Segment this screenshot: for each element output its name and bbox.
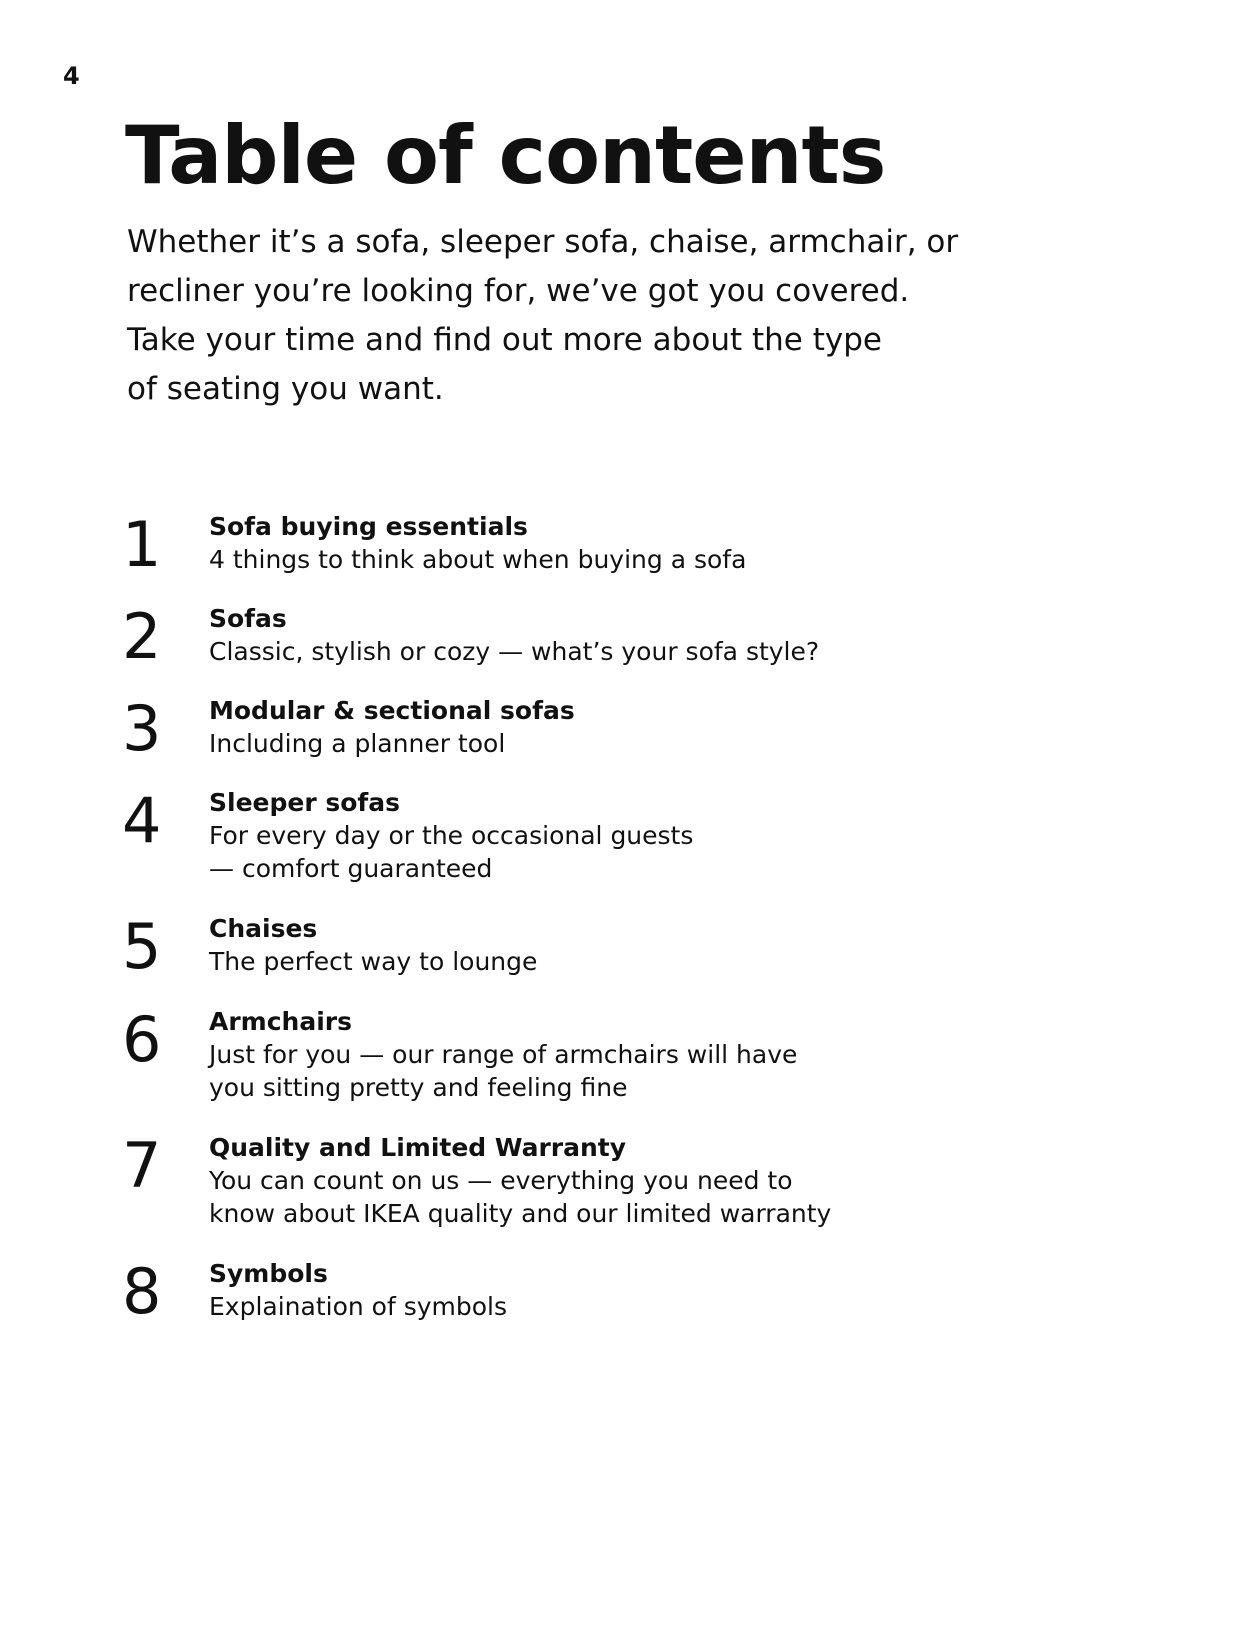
toc-description-line: Including a planner tool — [209, 729, 506, 758]
toc-description-line: — comfort guaranteed — [209, 854, 493, 883]
toc-heading: Armchairs — [209, 1007, 352, 1036]
toc-entry-2[interactable] — [122, 600, 1022, 673]
toc-description-line: Just for you — our range of armchairs will have — [209, 1040, 798, 1069]
toc-description — [209, 819, 693, 885]
toc-number: 6 — [122, 1003, 162, 1076]
intro-paragraph — [127, 218, 958, 414]
toc-heading: Sleeper sofas — [209, 788, 401, 817]
toc-number: 7 — [122, 1129, 162, 1202]
toc-description — [209, 1164, 831, 1230]
toc-entry-4[interactable] — [122, 784, 1022, 883]
page-number: 4 — [63, 62, 80, 90]
toc-number: 4 — [122, 784, 162, 857]
toc-description-line: Classic, stylish or cozy — what’s your sofa style? — [209, 637, 820, 666]
toc-description — [209, 1290, 507, 1323]
toc-description-line: 4 things to think about when buying a sofa — [209, 545, 747, 574]
intro-line: Take your time and find out more about the type — [127, 322, 882, 358]
toc-number: 1 — [122, 508, 162, 581]
toc-description — [209, 1038, 797, 1104]
toc-heading: Sofa buying essentials — [209, 512, 528, 541]
toc-description — [209, 727, 505, 760]
toc-description — [209, 635, 819, 668]
toc-entry-7[interactable] — [122, 1129, 1022, 1228]
toc-description-line: You can count on us — everything you need to — [209, 1166, 793, 1195]
toc-number: 3 — [122, 692, 162, 765]
toc-entry-3[interactable] — [122, 692, 1022, 765]
toc-number: 2 — [122, 600, 162, 673]
toc-entry-1[interactable] — [122, 508, 1022, 581]
toc-description-line: you sitting pretty and feeling fine — [209, 1073, 628, 1102]
toc-entry-8[interactable] — [122, 1255, 1022, 1328]
toc-description — [209, 543, 746, 576]
toc-heading: Quality and Limited Warranty — [209, 1133, 627, 1162]
page-title: Table of contents — [125, 109, 886, 202]
toc-description — [209, 945, 537, 978]
toc-heading: Sofas — [209, 604, 287, 633]
toc-list — [122, 508, 1022, 1328]
intro-line: recliner you’re looking for, we’ve got you covered. — [127, 273, 910, 309]
toc-number: 8 — [122, 1255, 162, 1328]
toc-entry-6[interactable] — [122, 1003, 1022, 1102]
toc-description-line: Explaination of symbols — [209, 1292, 508, 1321]
toc-description-line: know about IKEA quality and our limited warranty — [209, 1199, 832, 1228]
intro-line: Whether it’s a sofa, sleeper sofa, chaise, armchair, or — [127, 224, 959, 260]
toc-heading: Symbols — [209, 1259, 328, 1288]
toc-heading: Chaises — [209, 914, 318, 943]
intro-line: of seating you want. — [127, 371, 444, 407]
toc-description-line: The perfect way to lounge — [209, 947, 538, 976]
toc-entry-5[interactable] — [122, 910, 1022, 983]
toc-heading: Modular & sectional sofas — [209, 696, 575, 725]
toc-number: 5 — [122, 910, 162, 983]
toc-description-line: For every day or the occasional guests — [209, 821, 694, 850]
